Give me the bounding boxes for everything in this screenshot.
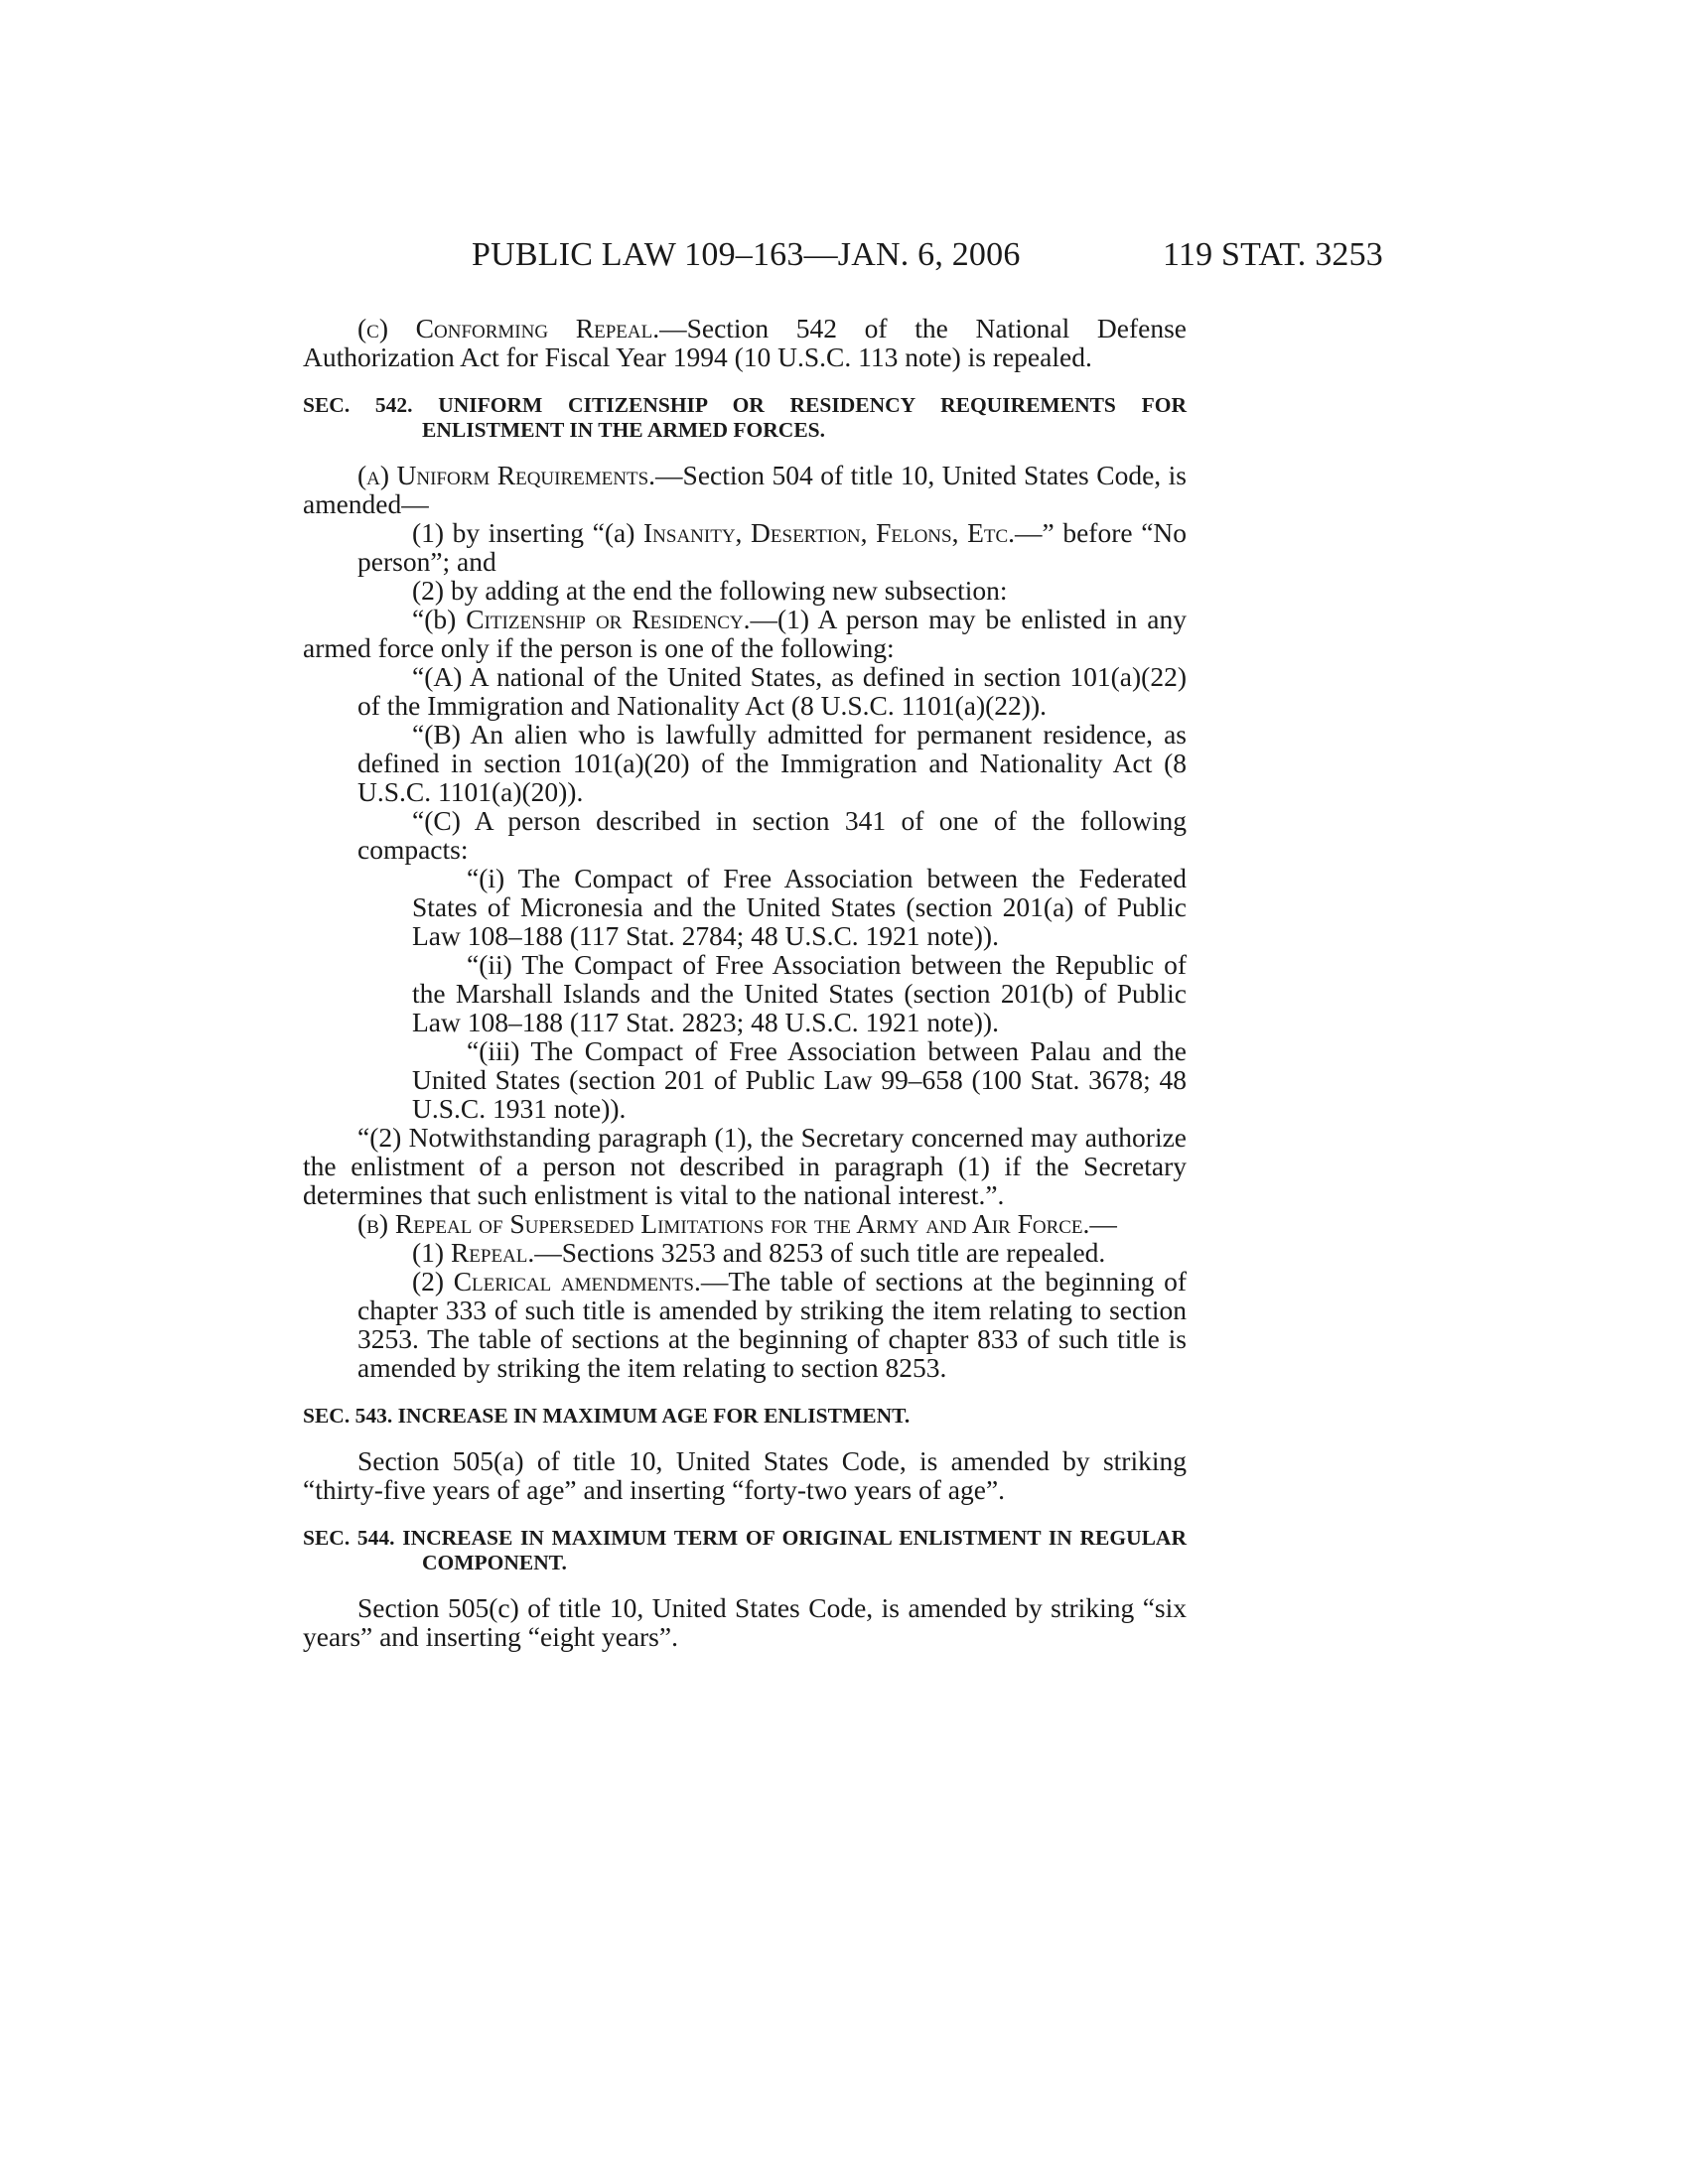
subsection-b-repeal-heading <box>303 1209 1187 1238</box>
section-543-heading: SEC. 543. INCREASE IN MAXIMUM AGE FOR ENLISTMENT. <box>303 1404 911 1428</box>
section-542-heading: SEC. 542. UNIFORM CITIZENSHIP OR RESIDENCY REQUIREMENTS FOR ENLISTMENT IN THE ARMED FORCES. <box>303 393 1187 442</box>
paragraph-text: —” before “No person”; and <box>357 517 1188 577</box>
public-law-citation: PUBLIC LAW 109–163—JAN. 6, 2006 <box>472 236 1021 273</box>
paragraph-text: (1) by inserting “(a) <box>412 517 643 548</box>
paragraph-text: —The table of sections at the beginning of chapter 333 of such title is amended by striking the item relating to section 3253. The table of sections at the beginning of chapter 833 of such title is amended by striking the item relating to section 8253. <box>357 1266 1187 1383</box>
paragraph-b2-clerical <box>357 1267 1187 1382</box>
subsection-text: —Section 542 of the National Defense Authorization Act for Fiscal Year 1994 (10 U.S.C. 113 note) is repealed. <box>303 313 1187 372</box>
section-544-text: Section 505(c) of title 10, United States Code, is amended by striking “six years” and inserting “eight years”. <box>303 1592 1187 1652</box>
paragraph-heading: (2) Clerical amendments. <box>412 1266 701 1297</box>
paragraph-a2: (2) by adding at the end the following new subsection: <box>412 575 1008 606</box>
subsection-heading: (a) Uniform Requirements. <box>357 460 656 490</box>
clause-A: “(A) A national of the United States, as defined in section 101(a)(22) of the Immigration and Nationality Act (8 U.S.C. 1101(a)(22)). <box>357 661 1187 721</box>
page-header <box>303 236 1383 286</box>
paragraph-b1-repeal <box>303 1238 1187 1267</box>
subsection-heading: (b) Repeal of Superseded Limitations for the Army and Air Force. <box>357 1208 1090 1239</box>
subsection-heading: (c) Conforming Repeal. <box>357 313 660 343</box>
inserted-heading: Insanity, Desertion, Felons, Etc. <box>643 517 1016 548</box>
paragraph-text: —Sections 3253 and 8253 of such title are repealed. <box>534 1237 1106 1268</box>
paragraph-heading: (1) Repeal. <box>412 1237 535 1268</box>
paragraph-text: “(b) <box>412 604 467 634</box>
paragraph-a1 <box>357 518 1187 576</box>
clause-i: “(i) The Compact of Free Association between the Federated States of Micronesia and the United States (section 201(a) of Public Law 108–188 (117 Stat. 2784; 48 U.S.C. 1921 note)). <box>412 863 1187 951</box>
document-body <box>303 314 1187 1651</box>
subsection-dash: — <box>1089 1208 1117 1239</box>
clause-C: “(C) A person described in section 341 of one of the following compacts: <box>357 805 1187 865</box>
clause-ii: “(ii) The Compact of Free Association between the Republic of the Marshall Islands and the United States (section 201(b) of Public Law 108–188 (117 Stat. 2823; 48 U.S.C. 1921 note)). <box>412 949 1187 1037</box>
statute-page-number: 119 STAT. 3253 <box>1162 236 1383 273</box>
paragraph-2-national-interest: “(2) Notwithstanding paragraph (1), the Secretary concerned may authorize the enlistment of a person not described in paragraph (1) if the Secretary determines that such enlistment is vital to the national interest.”. <box>303 1122 1187 1210</box>
subsection-heading: Citizenship or Residency. <box>466 604 751 634</box>
subsection-text: —Section 504 of title 10, United States Code, is amended— <box>303 460 1187 519</box>
subsection-a-uniform-requirements <box>303 461 1187 518</box>
paragraph-text: —(1) A person may be enlisted in any armed force only if the person is one of the following: <box>303 604 1187 663</box>
section-543-text: Section 505(a) of title 10, United States Code, is amended by striking “thirty-five years of age” and inserting “forty-two years of age”. <box>303 1445 1187 1505</box>
new-subsection-b-citizenship <box>303 605 1187 662</box>
clause-B: “(B) An alien who is lawfully admitted for permanent residence, as defined in section 101(a)(20) of the Immigration and Nationality Act (8 U.S.C. 1101(a)(20)). <box>357 719 1187 807</box>
clause-iii: “(iii) The Compact of Free Association between Palau and the United States (section 201 of Public Law 99–658 (100 Stat. 3678; 48 U.S.C. 1931 note)). <box>412 1035 1187 1124</box>
section-544-heading: SEC. 544. INCREASE IN MAXIMUM TERM OF ORIGINAL ENLISTMENT IN REGULAR COMPONENT. <box>303 1526 1187 1574</box>
subsection-c-conforming-repeal <box>303 314 1187 371</box>
